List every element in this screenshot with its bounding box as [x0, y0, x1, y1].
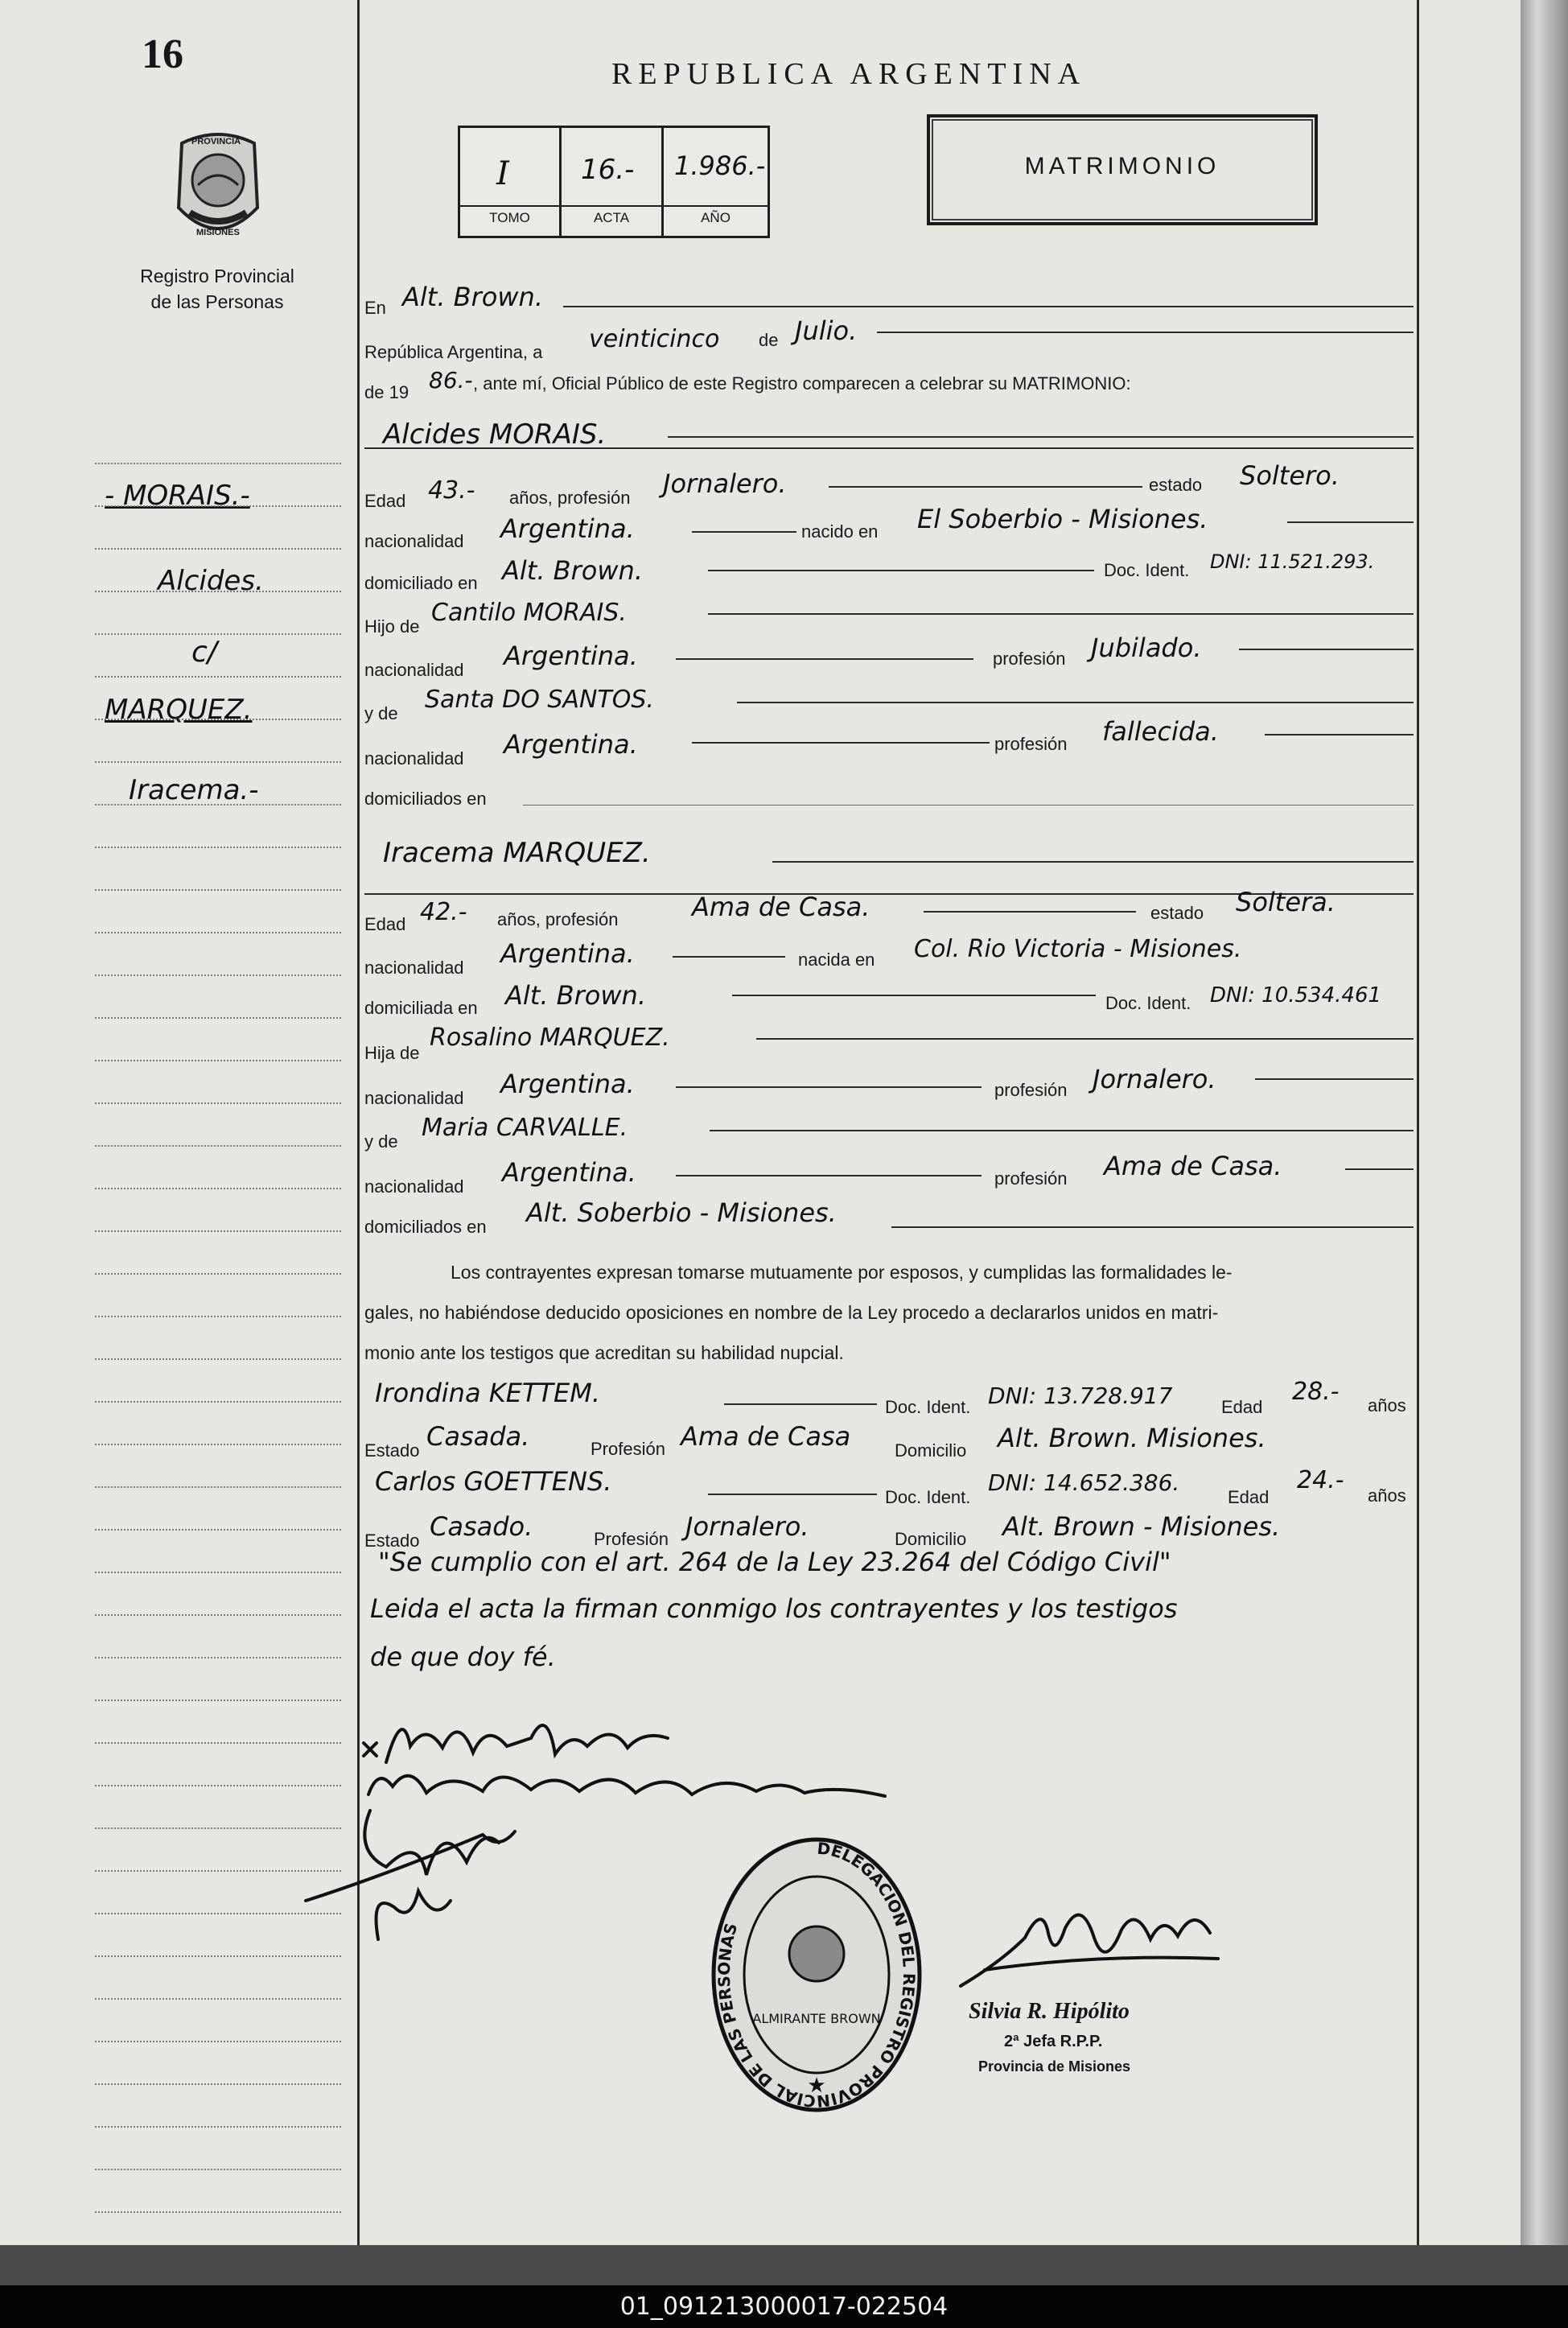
- groom-y-de-label: y de: [364, 703, 398, 723]
- bride-madre-prof: Ama de Casa.: [1104, 1151, 1282, 1181]
- en-label: En: [364, 298, 386, 318]
- declaration-line3: monio ante los testigos que acreditan su habilidad nupcial.: [364, 1342, 844, 1363]
- groom-domicilio: Alt. Brown.: [502, 555, 643, 586]
- groom-profesion: Jornalero.: [663, 468, 787, 499]
- official-name: Silvia R. Hipólito: [969, 1999, 1130, 2024]
- groom-madre: Santa DO SANTOS.: [425, 686, 654, 714]
- bride-padre-nac-label: nacionalidad: [364, 1088, 464, 1108]
- bride-y-de-label: y de: [364, 1131, 398, 1152]
- margin-ruling-line: [95, 1913, 341, 1914]
- declaration-line2: gales, no habiéndose deducido oposiciones en nombre de la Ley procedo a declararlos unidos en matri-: [364, 1302, 1219, 1323]
- groom-nacido-label: nacido en: [801, 521, 879, 542]
- groom-name: Alcides MORAIS.: [383, 418, 607, 451]
- bride-nacida-label: nacida en: [798, 950, 875, 970]
- margin-ruling-line: [95, 505, 341, 507]
- mes-value: Julio.: [795, 315, 858, 346]
- margin-ruling-line: [95, 1230, 341, 1232]
- acta-label: ACTA: [593, 210, 630, 225]
- witness2-profesion-label: Profesión: [594, 1529, 669, 1549]
- margin-ruling-line: [95, 761, 341, 763]
- bride-nacida: Col. Rio Victoria - Misiones.: [914, 935, 1242, 963]
- margin-ruling-line: [95, 1572, 341, 1573]
- groom-nacionalidad-label: nacionalidad: [364, 531, 464, 551]
- comparecen-text: , ante mí, Oficial Público de este Registro comparecen a celebrar su MATRIMONIO:: [473, 373, 1131, 393]
- bride-profesion: Ama de Casa.: [692, 892, 870, 922]
- groom-domiciliados-label: domiciliados en: [364, 789, 487, 809]
- ano-value: 1.986.-: [674, 150, 766, 181]
- groom-anos-profesion-label: años, profesión: [509, 488, 631, 508]
- margin-ruling-line: [95, 1486, 341, 1488]
- dia-value: veinticinco: [589, 325, 720, 353]
- margin-ruling-line: [95, 2041, 341, 2042]
- witness1-domicilio: Alt. Brown. Misiones.: [998, 1423, 1266, 1453]
- margin-ruling-line: [95, 974, 341, 976]
- official-province: Provincia de Misiones: [978, 2058, 1131, 2075]
- witness2-anos-label: años: [1368, 1485, 1406, 1506]
- margin-ruling-line: [95, 2126, 341, 2128]
- groom-padre-nac: Argentina.: [504, 641, 638, 671]
- margin-ruling-line: [95, 1188, 341, 1189]
- witness1-edad-label: Edad: [1221, 1397, 1263, 1417]
- margin-note-name2: Iracema.-: [129, 774, 259, 806]
- bride-name: Iracema MARQUEZ.: [383, 837, 651, 869]
- margin-ruling-line: [95, 591, 341, 592]
- witness1-name: Irondina KETTEM.: [375, 1378, 601, 1408]
- groom-padre-prof-label: profesión: [993, 649, 1066, 669]
- margin-ruling-line: [95, 1102, 341, 1104]
- groom-doc: DNI: 11.521.293.: [1210, 550, 1375, 573]
- bride-domiciliados-label: domiciliados en: [364, 1217, 487, 1237]
- de-label: de: [759, 330, 779, 350]
- bride-hija-label: Hija de: [364, 1043, 420, 1063]
- tomo-value: I: [496, 155, 509, 192]
- bride-padre-prof-label: profesión: [994, 1080, 1068, 1100]
- witness1-edad: 28.-: [1292, 1378, 1340, 1406]
- margin-ruling-line: [95, 1870, 341, 1872]
- groom-edad-label: Edad: [364, 491, 406, 511]
- bride-padre-nac: Argentina.: [500, 1069, 635, 1099]
- margin-ruling-line: [95, 1529, 341, 1531]
- margin-ruling-line: [95, 1827, 341, 1829]
- groom-estado: Soltero.: [1240, 460, 1340, 491]
- en-value: Alt. Brown.: [402, 282, 543, 312]
- ano-label: AÑO: [701, 210, 730, 225]
- witness1-domicilio-label: Domicilio: [895, 1440, 967, 1461]
- stamp-center-text: ALMIRANTE BROWN: [752, 2011, 881, 2026]
- margin-ruling-line: [95, 1444, 341, 1445]
- declaration-line1: Los contrayentes expresan tomarse mutuamente por esposos, y cumplidas las formalidades le-: [451, 1262, 1233, 1283]
- witness1-anos-label: años: [1368, 1395, 1406, 1415]
- witness2-profesion: Jornalero.: [685, 1511, 809, 1542]
- bride-domicilio-label: domiciliada en: [364, 998, 478, 1018]
- groom-padre: Cantilo MORAIS.: [431, 599, 627, 627]
- witness2-doc-label: Doc. Ident.: [885, 1487, 971, 1507]
- margin-ruling-line: [95, 633, 341, 635]
- witness1-doc: DNI: 13.728.917: [988, 1382, 1173, 1409]
- witness1-profesion: Ama de Casa: [681, 1421, 851, 1452]
- margin-ruling-line: [95, 548, 341, 550]
- tomo-label: TOMO: [489, 210, 530, 225]
- registry-name-line2: de las Personas: [150, 291, 284, 312]
- groom-madre-prof: fallecida.: [1102, 716, 1219, 747]
- witness2-estado-label: Estado: [364, 1531, 420, 1551]
- margin-ruling-line: [95, 2211, 341, 2213]
- margin-note-connector: c/: [191, 636, 217, 669]
- stamp-ring-text: DELEGACION DEL REGISTRO PROVINCIAL DE LAS PERSONAS: [714, 1838, 920, 2112]
- witness2-domicilio-label: Domicilio: [895, 1529, 967, 1549]
- margin-ruling-line: [95, 719, 341, 720]
- witness2-doc: DNI: 14.652.386.: [988, 1469, 1180, 1496]
- country-title: REPUBLICA ARGENTINA: [611, 57, 1087, 91]
- scan-caption: 01_091213000017-022504: [0, 2285, 1568, 2328]
- margin-ruling-line: [95, 2083, 341, 2085]
- bride-domiciliados: Alt. Soberbio - Misiones.: [526, 1197, 837, 1228]
- svg-text:★: ★: [807, 2074, 826, 2098]
- groom-domicilio-label: domiciliado en: [364, 573, 478, 593]
- bride-padre: Rosalino MARQUEZ.: [430, 1024, 670, 1052]
- groom-madre-nac: Argentina.: [504, 729, 638, 760]
- bride-doc-label: Doc. Ident.: [1105, 993, 1191, 1013]
- emblem-top-text: PROVINCIA: [191, 137, 241, 146]
- groom-madre-prof-label: profesión: [994, 734, 1068, 754]
- bride-nacionalidad: Argentina.: [500, 938, 635, 969]
- margin-note-surname2: MARQUEZ.: [105, 694, 253, 726]
- witness2-name: Carlos GOETTENS.: [375, 1466, 612, 1497]
- groom-nacionalidad: Argentina.: [500, 513, 635, 544]
- margin-ruling-line: [95, 889, 341, 891]
- margin-note-surname: - MORAIS.-: [105, 480, 250, 512]
- margin-ruling-line: [95, 1273, 341, 1275]
- book-edge: [0, 2245, 1568, 2285]
- bride-madre-prof-label: profesión: [994, 1168, 1068, 1189]
- margin-ruling-line: [95, 1955, 341, 1957]
- bride-estado-label: estado: [1150, 903, 1204, 923]
- official-signature-image: [953, 1881, 1242, 2002]
- record-type: MATRIMONIO: [1024, 153, 1220, 179]
- groom-hijo-label: Hijo de: [364, 616, 420, 637]
- margin-ruling-line: [95, 1785, 341, 1786]
- groom-padre-nac-label: nacionalidad: [364, 660, 464, 680]
- official-title: 2ª Jefa R.P.P.: [1004, 2033, 1103, 2050]
- bride-madre-nac: Argentina.: [502, 1157, 636, 1188]
- republica-label: República Argentina, a: [364, 342, 543, 362]
- margin-ruling-line: [95, 932, 341, 933]
- groom-doc-label: Doc. Ident.: [1104, 560, 1190, 580]
- de19-label: de 19: [364, 382, 409, 402]
- ano-value-opening: 86.-: [429, 367, 473, 393]
- margin-ruling-line: [95, 1700, 341, 1701]
- margin-ruling-line: [95, 1017, 341, 1019]
- bride-padre-prof: Jornalero.: [1093, 1064, 1216, 1094]
- bride-edad-label: Edad: [364, 914, 406, 934]
- margin-ruling-line: [95, 1358, 341, 1360]
- margin-ruling-line: [95, 1060, 341, 1061]
- groom-edad: 43.-: [428, 476, 475, 505]
- witness1-doc-label: Doc. Ident.: [885, 1397, 971, 1417]
- witness1-estado: Casada.: [426, 1421, 530, 1452]
- witness2-estado: Casado.: [430, 1511, 533, 1542]
- margin-ruling-line: [95, 1998, 341, 2000]
- margin-ruling-line: [95, 804, 341, 806]
- acta-value: 16.-: [581, 154, 635, 186]
- official-stamp-image: [708, 1833, 925, 2115]
- bride-anos-profesion-label: años, profesión: [497, 909, 619, 929]
- page-number: 16: [142, 31, 183, 77]
- margin-ruling-line: [95, 676, 341, 678]
- margin-note-name: Alcides.: [158, 565, 264, 597]
- record-type-box: [927, 114, 1318, 225]
- book-spine: [1521, 0, 1568, 2245]
- witness1-profesion-label: Profesión: [591, 1439, 665, 1459]
- tomo-acta-ano-box: [458, 126, 770, 238]
- note-line2: Leida el acta la firman conmigo los contrayentes y los testigos: [370, 1593, 1178, 1624]
- emblem-bottom-text: MISIONES: [196, 228, 240, 237]
- witness2-edad: 24.-: [1297, 1466, 1344, 1494]
- margin-ruling-line: [95, 1401, 341, 1403]
- bride-madre-nac-label: nacionalidad: [364, 1176, 464, 1197]
- groom-padre-prof: Jubilado.: [1091, 632, 1202, 663]
- bride-edad: 42.-: [420, 898, 467, 926]
- margin-rule-right: [1417, 0, 1419, 2245]
- witness2-domicilio: Alt. Brown - Misiones.: [1002, 1511, 1281, 1542]
- bride-doc: DNI: 10.534.461: [1210, 983, 1382, 1007]
- witness1-estado-label: Estado: [364, 1440, 420, 1461]
- margin-ruling-line: [95, 1614, 341, 1616]
- bride-nacionalidad-label: nacionalidad: [364, 958, 464, 978]
- margin-ruling-line: [95, 1316, 341, 1317]
- margin-ruling-line: [95, 847, 341, 848]
- margin-ruling-line: [95, 1742, 341, 1744]
- note-line1: "Se cumplio con el art. 264 de la Ley 23.264 del Código Civil": [378, 1547, 1171, 1577]
- margin-ruling-line: [95, 2169, 341, 2170]
- note-line3: de que doy fé.: [370, 1642, 556, 1672]
- bride-madre: Maria CARVALLE.: [422, 1114, 628, 1142]
- margin-ruling-line: [95, 1657, 341, 1658]
- margin-ruling-line: [95, 1145, 341, 1147]
- bride-estado: Soltera.: [1236, 887, 1335, 917]
- bride-domicilio: Alt. Brown.: [505, 980, 646, 1011]
- groom-estado-label: estado: [1149, 475, 1203, 495]
- groom-madre-nac-label: nacionalidad: [364, 748, 464, 768]
- registry-name-line1: Registro Provincial: [140, 266, 294, 286]
- margin-ruling-line: [95, 463, 341, 464]
- witness2-edad-label: Edad: [1228, 1487, 1270, 1507]
- groom-nacido: El Soberbio - Misiones.: [917, 504, 1208, 534]
